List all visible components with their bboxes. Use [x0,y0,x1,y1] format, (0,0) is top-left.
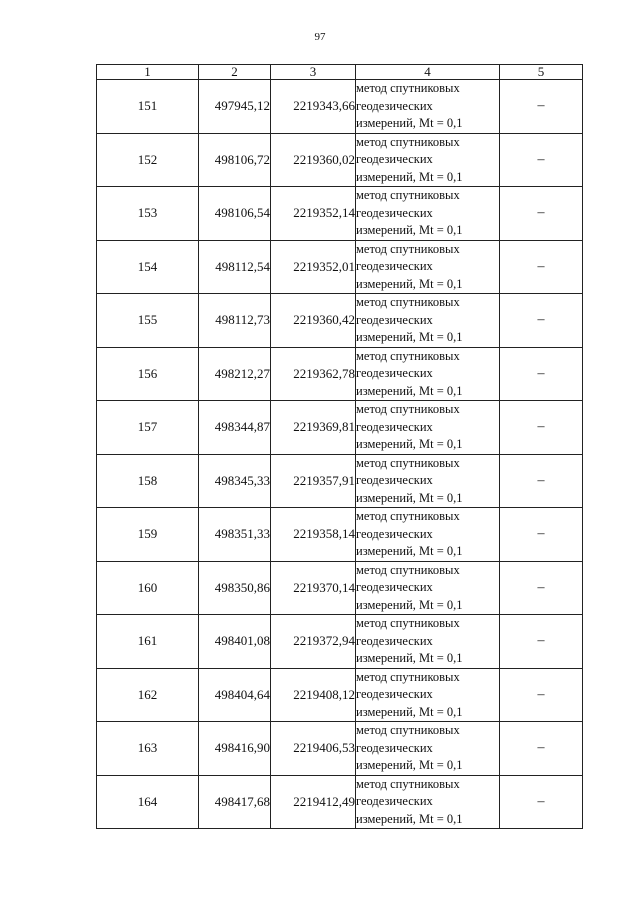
x-coordinate-cell: 498212,27 [199,347,271,401]
col5-cell: – [500,775,583,829]
column-header-3: 3 [271,65,356,80]
method-line: измерений, Mt = 0,1 [356,383,463,398]
table-row [97,133,583,187]
x-coordinate-cell: 498350,86 [199,561,271,615]
method-line: метод спутниковых [356,348,460,363]
x-coordinate-cell: 498345,33 [199,454,271,508]
method-line: метод спутниковых [356,188,460,202]
method-line: измерений, Mt = 0,1 [356,811,463,826]
method-cell [356,240,500,294]
table-row [97,561,583,615]
col5-cell: – [500,401,583,455]
col5-cell: – [500,722,583,776]
x-coordinate-cell: 497945,12 [199,80,271,134]
y-coordinate-cell: 2219372,94 [271,615,356,669]
table-row [97,775,583,829]
x-coordinate-cell: 498112,73 [199,294,271,348]
point-number-cell: 161 [97,615,199,669]
method-cell [356,668,500,722]
method-line: геодезических [356,98,433,113]
method-line: измерений, Mt = 0,1 [356,116,463,130]
x-coordinate-cell: 498351,33 [199,508,271,562]
point-number-cell: 163 [97,722,199,776]
method-cell [356,615,500,669]
column-header-4: 4 [356,65,500,80]
y-coordinate-cell: 2219406,53 [271,722,356,776]
col5-cell: – [500,80,583,134]
method-line: метод спутниковых [356,776,460,791]
table-body [97,80,583,829]
point-number-cell: 157 [97,401,199,455]
column-header-5: 5 [500,65,583,80]
column-header-1: 1 [97,65,199,80]
point-number-cell: 162 [97,668,199,722]
coordinates-table [96,64,583,829]
method-line: геодезических [356,419,433,434]
method-line: геодезических [356,473,433,487]
y-coordinate-cell: 2219360,02 [271,133,356,187]
method-line: геодезических [356,580,433,594]
x-coordinate-cell: 498416,90 [199,722,271,776]
method-line: измерений, Mt = 0,1 [356,276,463,291]
method-cell [356,401,500,455]
point-number-cell: 156 [97,347,199,401]
method-line: метод спутниковых [356,295,460,309]
table-row [97,722,583,776]
method-cell [356,80,500,134]
y-coordinate-cell: 2219352,14 [271,187,356,241]
point-number-cell: 159 [97,508,199,562]
point-number-cell: 164 [97,775,199,829]
method-line: измерений, Mt = 0,1 [356,330,463,344]
method-line: метод спутниковых [356,134,460,149]
column-header-2: 2 [199,65,271,80]
method-line: метод спутниковых [356,509,460,523]
method-cell [356,561,500,615]
method-line: метод спутниковых [356,669,460,684]
col5-cell: – [500,561,583,615]
method-line: геодезических [356,152,433,166]
x-coordinate-cell: 498112,54 [199,240,271,294]
y-coordinate-cell: 2219357,91 [271,454,356,508]
col5-cell: – [500,294,583,348]
method-line: метод спутниковых [356,402,460,416]
x-coordinate-cell: 498404,64 [199,668,271,722]
y-coordinate-cell: 2219343,66 [271,80,356,134]
table-row [97,294,583,348]
method-line: метод спутниковых [356,562,460,577]
point-number-cell: 155 [97,294,199,348]
method-cell [356,454,500,508]
method-line: метод спутниковых [356,723,460,737]
point-number-cell: 160 [97,561,199,615]
point-number-cell: 154 [97,240,199,294]
method-line: измерений, Mt = 0,1 [356,223,463,237]
y-coordinate-cell: 2219408,12 [271,668,356,722]
method-line: метод спутниковых [356,81,460,95]
method-cell [356,347,500,401]
method-line: метод спутниковых [356,455,460,470]
table-row [97,615,583,669]
method-line: геодезических [356,633,433,648]
method-line: метод спутниковых [356,241,460,256]
x-coordinate-cell: 498344,87 [199,401,271,455]
col5-cell: – [500,454,583,508]
method-line: геодезических [356,312,433,327]
table-row [97,347,583,401]
y-coordinate-cell: 2219362,78 [271,347,356,401]
x-coordinate-cell: 498106,72 [199,133,271,187]
y-coordinate-cell: 2219360,42 [271,294,356,348]
table-row [97,80,583,134]
method-line: геодезических [356,526,433,541]
method-line: геодезических [356,259,433,273]
point-number-cell: 152 [97,133,199,187]
method-cell [356,294,500,348]
col5-cell: – [500,133,583,187]
x-coordinate-cell: 498417,68 [199,775,271,829]
method-line: геодезических [356,205,433,220]
method-line: измерений, Mt = 0,1 [356,437,463,451]
table-header-row [97,65,583,80]
y-coordinate-cell: 2219370,14 [271,561,356,615]
col5-cell: – [500,347,583,401]
point-number-cell: 153 [97,187,199,241]
table-row [97,401,583,455]
table-row [97,454,583,508]
x-coordinate-cell: 498401,08 [199,615,271,669]
y-coordinate-cell: 2219412,49 [271,775,356,829]
method-line: измерений, Mt = 0,1 [356,490,463,505]
method-line: измерений, Mt = 0,1 [356,597,463,612]
method-line: метод спутниковых [356,616,460,630]
table-row [97,187,583,241]
col5-cell: – [500,615,583,669]
col5-cell: – [500,240,583,294]
table-row [97,240,583,294]
col5-cell: – [500,187,583,241]
y-coordinate-cell: 2219358,14 [271,508,356,562]
col5-cell: – [500,508,583,562]
method-cell [356,508,500,562]
table-row [97,508,583,562]
method-cell [356,722,500,776]
method-line: измерений, Mt = 0,1 [356,544,463,558]
method-line: геодезических [356,687,433,701]
method-line: измерений, Mt = 0,1 [356,651,463,665]
point-number-cell: 151 [97,80,199,134]
method-line: геодезических [356,740,433,755]
y-coordinate-cell: 2219352,01 [271,240,356,294]
page-number: 97 [314,31,326,43]
method-cell [356,133,500,187]
x-coordinate-cell: 498106,54 [199,187,271,241]
y-coordinate-cell: 2219369,81 [271,401,356,455]
method-cell [356,187,500,241]
method-cell [356,775,500,829]
col5-cell: – [500,668,583,722]
method-line: геодезических [356,794,433,808]
method-line: измерений, Mt = 0,1 [356,169,463,184]
table-row [97,668,583,722]
method-line: измерений, Mt = 0,1 [356,758,463,772]
method-line: измерений, Mt = 0,1 [356,704,463,719]
point-number-cell: 158 [97,454,199,508]
method-line: геодезических [356,366,433,380]
